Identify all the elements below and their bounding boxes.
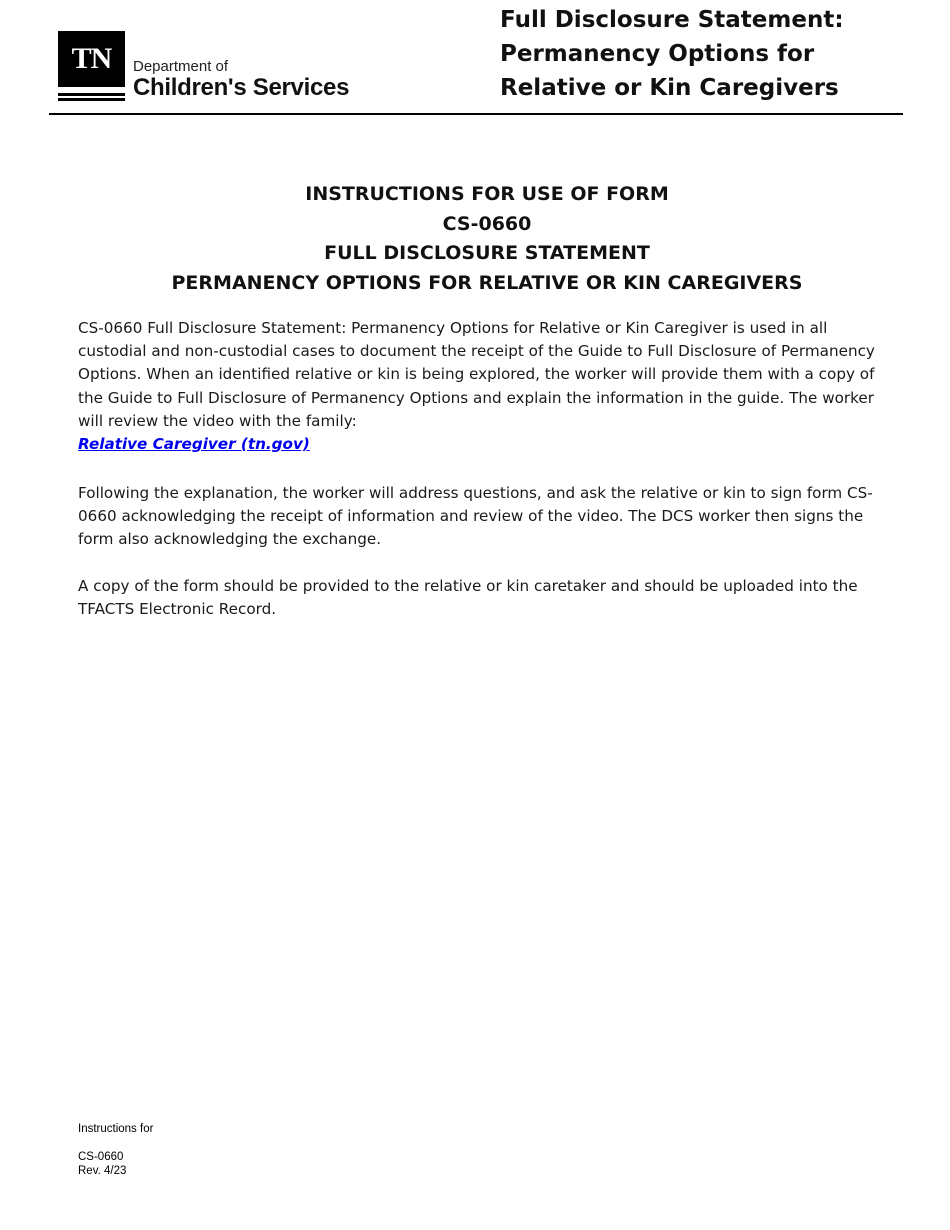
instructions-paragraph-1: [78, 317, 898, 456]
logo-department-line: Department of: [133, 58, 229, 75]
footer-caption: Instructions for: [78, 1123, 154, 1135]
instructions-heading-line: FULL DISCLOSURE STATEMENT: [324, 242, 650, 264]
instructions-heading: [78, 180, 896, 298]
paragraph-text: CS-0660 Full Disclosure Statement: Permanency Options for Relative or Kin Caregiver is used in all custodial and non-custodial cases to document the receipt of the Guide to Full Disclosure of Permanency Options. When an identified relative or kin is being explored, the worker will provide them with a copy of the Guide to Full Disclosure of Permanency Options and explain the information in the guide. The worker will review the video with the family:: [78, 319, 875, 430]
dcs-logo: [58, 31, 350, 101]
tn-mark: [58, 31, 125, 87]
tn-mark-text: TN: [71, 42, 112, 75]
footer-form-number: CS-0660: [78, 1151, 124, 1163]
instructions-paragraph-2: Following the explanation, the worker will address questions, and ask the relative or kin to sign form CS-0660 acknowledging the receipt of information and review of the video. The DCS worker then signs the form also acknowledging the exchange.: [78, 484, 873, 549]
logo-agency-line: Children's Services: [133, 74, 350, 101]
tn-mark-stripes: [58, 91, 125, 101]
instructions-heading-line: INSTRUCTIONS FOR USE OF FORM: [305, 183, 669, 205]
document-title-line: Permanency Options for: [500, 41, 815, 67]
document-title-line: Relative or Kin Caregivers: [500, 75, 839, 101]
header-divider: [49, 113, 903, 115]
footer-revision: Rev. 4/23: [78, 1165, 127, 1177]
document-title-line: Full Disclosure Statement:: [500, 7, 844, 33]
document-title: [500, 3, 900, 105]
logo-wordmark: [133, 58, 349, 101]
instructions-heading-line: PERMANENCY OPTIONS FOR RELATIVE OR KIN CAREGIVERS: [171, 271, 803, 294]
relative-caregiver-video-link[interactable]: Relative Caregiver (tn.gov): [78, 435, 310, 454]
instructions-heading-line: CS-0660: [442, 212, 532, 235]
instructions-paragraph-3: A copy of the form should be provided to the relative or kin caretaker and should be uploaded into the TFACTS Electronic Record.: [78, 577, 858, 619]
